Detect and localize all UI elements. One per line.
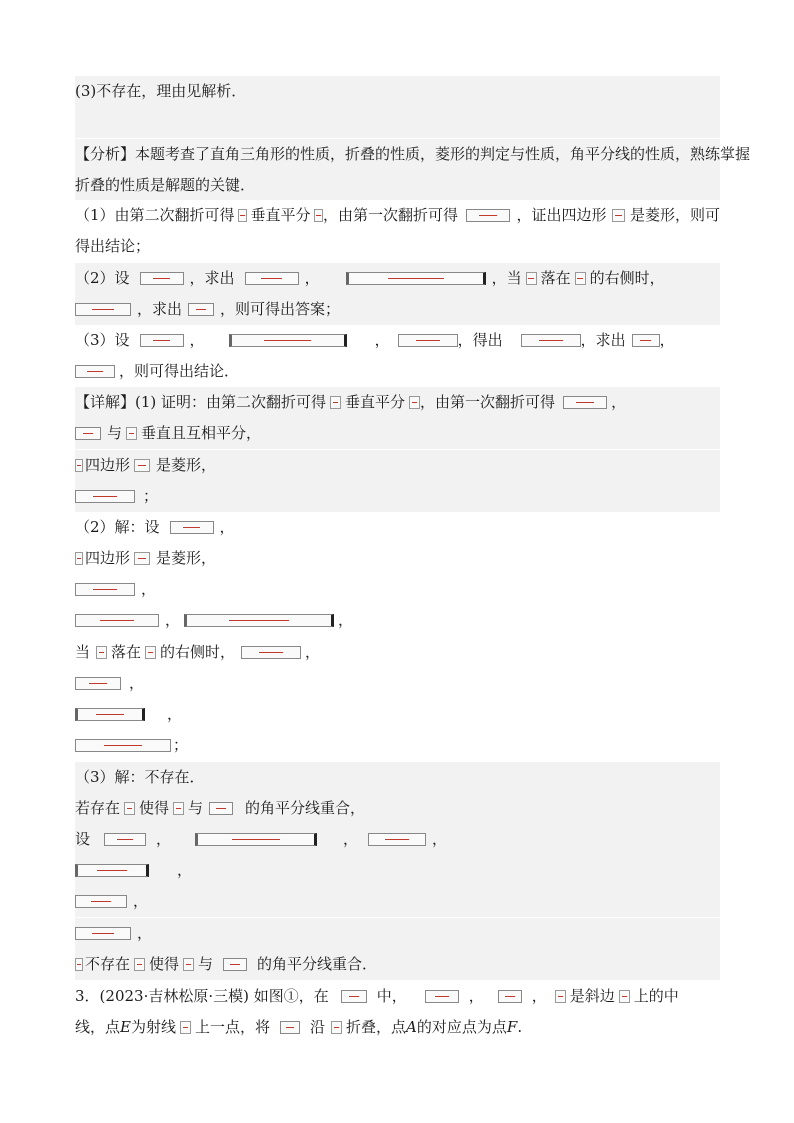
line-text: ；	[143, 487, 159, 505]
line-text: 折叠，点	[346, 1018, 407, 1036]
line-text: 与	[198, 955, 214, 973]
line-text: 的对应点为点	[416, 1018, 507, 1036]
line-text: ，	[374, 331, 390, 349]
line-text: ，	[305, 643, 321, 661]
formula-image	[466, 209, 509, 222]
problem-3-line-2	[75, 1012, 725, 1043]
line-text: 沿	[310, 1018, 326, 1036]
line-text: 得出结论；	[75, 237, 151, 255]
line-text: 垂直且互相平分，	[141, 424, 262, 442]
line-text: 落在	[540, 269, 571, 287]
formula-image	[209, 802, 233, 815]
line-text: ，	[432, 830, 448, 848]
line-text: ；	[173, 736, 189, 754]
therefore-symbol-image	[75, 552, 83, 565]
line-text: 是菱形，	[156, 456, 217, 474]
line-text: （1）由第二次翻折可得	[75, 206, 235, 224]
line-text: 是菱形，则可	[629, 206, 720, 224]
formula-image	[126, 427, 137, 440]
line-text: ，	[156, 830, 172, 848]
text-line	[75, 824, 720, 855]
line-text: ，	[338, 611, 354, 629]
formula-image	[134, 552, 150, 565]
line-text: 的角平分线重合，	[245, 799, 366, 817]
text-line	[75, 231, 720, 262]
text-line	[75, 139, 751, 170]
formula-image	[346, 272, 486, 285]
text-line	[75, 668, 720, 699]
formula-image	[409, 396, 420, 409]
line-text: ，则可得出答案；	[220, 300, 341, 318]
analysis-text: 折叠的性质是解题的关键．	[75, 176, 256, 194]
line-text: ，	[141, 580, 157, 598]
line-text: ，则可得出结论．	[119, 362, 240, 380]
therefore-symbol-image	[75, 459, 83, 472]
formula-image	[223, 958, 247, 971]
formula-image	[563, 396, 607, 409]
line-text: 设	[75, 830, 91, 848]
line-text: ，	[219, 518, 235, 536]
line-text: ，	[177, 861, 193, 879]
line-text: ，	[165, 611, 181, 629]
line-text: 的右侧时，	[160, 643, 236, 661]
text-line	[75, 200, 720, 231]
point-label: E	[120, 1018, 131, 1036]
text-line	[75, 543, 720, 574]
line-text: ，由第一次翻折可得	[420, 393, 556, 411]
formula-image	[612, 209, 625, 222]
formula-image	[575, 272, 586, 285]
point-label: F	[506, 1018, 518, 1036]
text-line	[75, 481, 720, 512]
formula-image	[75, 895, 127, 908]
formula-image	[145, 646, 156, 659]
line-text: 中，	[376, 987, 407, 1005]
formula-image	[521, 334, 581, 347]
line-text: 的右侧时，	[589, 269, 665, 287]
formula-image	[632, 334, 660, 347]
formula-image	[75, 583, 135, 596]
line-text: 是菱形，	[156, 549, 217, 567]
line-text: （3）设	[75, 331, 130, 349]
text-line	[75, 886, 720, 917]
line-text: 上一点，将	[194, 1018, 270, 1036]
text-line	[75, 512, 720, 543]
formula-image	[619, 990, 630, 1003]
formula-image	[180, 1021, 191, 1034]
text-line	[75, 356, 720, 387]
line-text: ，当	[491, 269, 522, 287]
formula-image	[245, 272, 299, 285]
line-text: ，	[531, 987, 547, 1005]
formula-image	[331, 1021, 342, 1034]
line-text: ，	[304, 269, 320, 287]
formula-image	[75, 427, 101, 440]
line-text: 线，点	[75, 1018, 121, 1036]
formula-image	[124, 802, 135, 815]
text-line	[75, 855, 720, 886]
line-text: ，证出四边形	[516, 206, 607, 224]
text-line	[75, 574, 720, 605]
line-text: （2）设	[75, 269, 130, 287]
formula-image	[140, 334, 184, 347]
line-text: ，	[468, 987, 484, 1005]
formula-image	[75, 739, 171, 752]
line-text: 使得	[139, 799, 170, 817]
point-label: A	[406, 1018, 417, 1036]
line-text: （3）解：不存在．	[75, 768, 205, 786]
line-text: 与	[107, 424, 123, 442]
formula-image	[555, 990, 566, 1003]
formula-image	[498, 990, 522, 1003]
formula-image	[425, 990, 459, 1003]
blank-line	[75, 107, 720, 138]
formula-image	[140, 272, 184, 285]
line-text: ，求出	[137, 300, 183, 318]
line-text: 是斜边	[569, 987, 615, 1005]
problem-3-line-1	[75, 981, 725, 1012]
line-text: 四边形	[85, 549, 131, 567]
formula-image	[134, 958, 145, 971]
formula-image	[75, 927, 131, 940]
text-line	[75, 949, 720, 980]
therefore-symbol-image	[75, 958, 83, 971]
formula-image	[75, 708, 145, 721]
formula-image	[188, 303, 214, 316]
line-text: 垂直平分	[345, 393, 406, 411]
formula-image	[229, 334, 347, 347]
line-text: ，得出	[457, 331, 503, 349]
line-text: 若存在	[75, 799, 121, 817]
line-text: 上的中	[633, 987, 679, 1005]
line-text: ，	[133, 892, 149, 910]
line-text: ，	[167, 705, 183, 723]
line-text: （2）解：设	[75, 518, 160, 536]
formula-image	[75, 864, 149, 877]
line-text: 3．(2023·吉林松原·三模) 如图①，在	[75, 987, 329, 1005]
formula-image	[75, 365, 115, 378]
formula-image	[75, 490, 135, 503]
formula-image	[75, 303, 131, 316]
text-line	[75, 76, 720, 107]
line-text: 与	[188, 799, 204, 817]
line-text: ，	[137, 924, 153, 942]
text-line	[75, 387, 720, 418]
line-text: 四边形	[85, 456, 131, 474]
text-line	[75, 637, 720, 668]
text-line	[75, 325, 720, 356]
formula-image	[330, 396, 341, 409]
formula-image	[104, 833, 146, 846]
text-line	[75, 418, 720, 449]
text-line	[75, 918, 720, 949]
formula-image	[75, 614, 159, 627]
formula-image	[75, 677, 121, 690]
line-text: ，由第一次翻折可得	[323, 206, 459, 224]
formula-image	[238, 209, 247, 222]
analysis-text: 【分析】本题考查了直角三角形的性质，折叠的性质，菱形的判定与性质，角平分线的性质，熟练掌握	[75, 145, 751, 163]
formula-image	[183, 958, 194, 971]
line-text: 【详解】(1) 证明：由第二次翻折可得	[75, 393, 327, 411]
formula-image	[170, 521, 214, 534]
line-text: 当	[75, 643, 91, 661]
formula-image	[368, 833, 426, 846]
line-text: 垂直平分	[250, 206, 311, 224]
line-text: ，求出	[580, 331, 626, 349]
formula-image	[134, 459, 150, 472]
line-text: 使得	[149, 955, 180, 973]
formula-image	[341, 990, 367, 1003]
line-text: ，	[659, 331, 675, 349]
line-text: ，	[611, 393, 627, 411]
formula-image	[96, 646, 107, 659]
line-text: 为射线	[130, 1018, 176, 1036]
line-text: 的角平分线重合．	[257, 955, 378, 973]
text-line	[75, 294, 720, 325]
line-text: ，	[189, 331, 205, 349]
line-text: ，	[343, 830, 359, 848]
formula-image	[241, 646, 301, 659]
formula-image	[314, 209, 323, 222]
line-text: ，	[129, 674, 145, 692]
text-line	[75, 263, 720, 294]
text-line	[75, 605, 720, 636]
formula-image	[398, 334, 458, 347]
line-text: 不存在	[85, 955, 131, 973]
text-line	[75, 699, 720, 730]
text-line	[75, 730, 720, 761]
line-text: .	[517, 1018, 523, 1036]
text-line	[75, 793, 720, 824]
line-text: ，求出	[189, 269, 235, 287]
formula-image	[195, 833, 317, 846]
formula-image	[173, 802, 184, 815]
text-line	[75, 170, 720, 201]
text-line	[75, 450, 720, 481]
formula-image	[280, 1021, 300, 1034]
line-text: 落在	[111, 643, 142, 661]
formula-image	[526, 272, 537, 285]
line-text: (3)不存在，理由见解析．	[75, 82, 247, 100]
text-line	[75, 762, 720, 793]
formula-image	[184, 614, 334, 627]
